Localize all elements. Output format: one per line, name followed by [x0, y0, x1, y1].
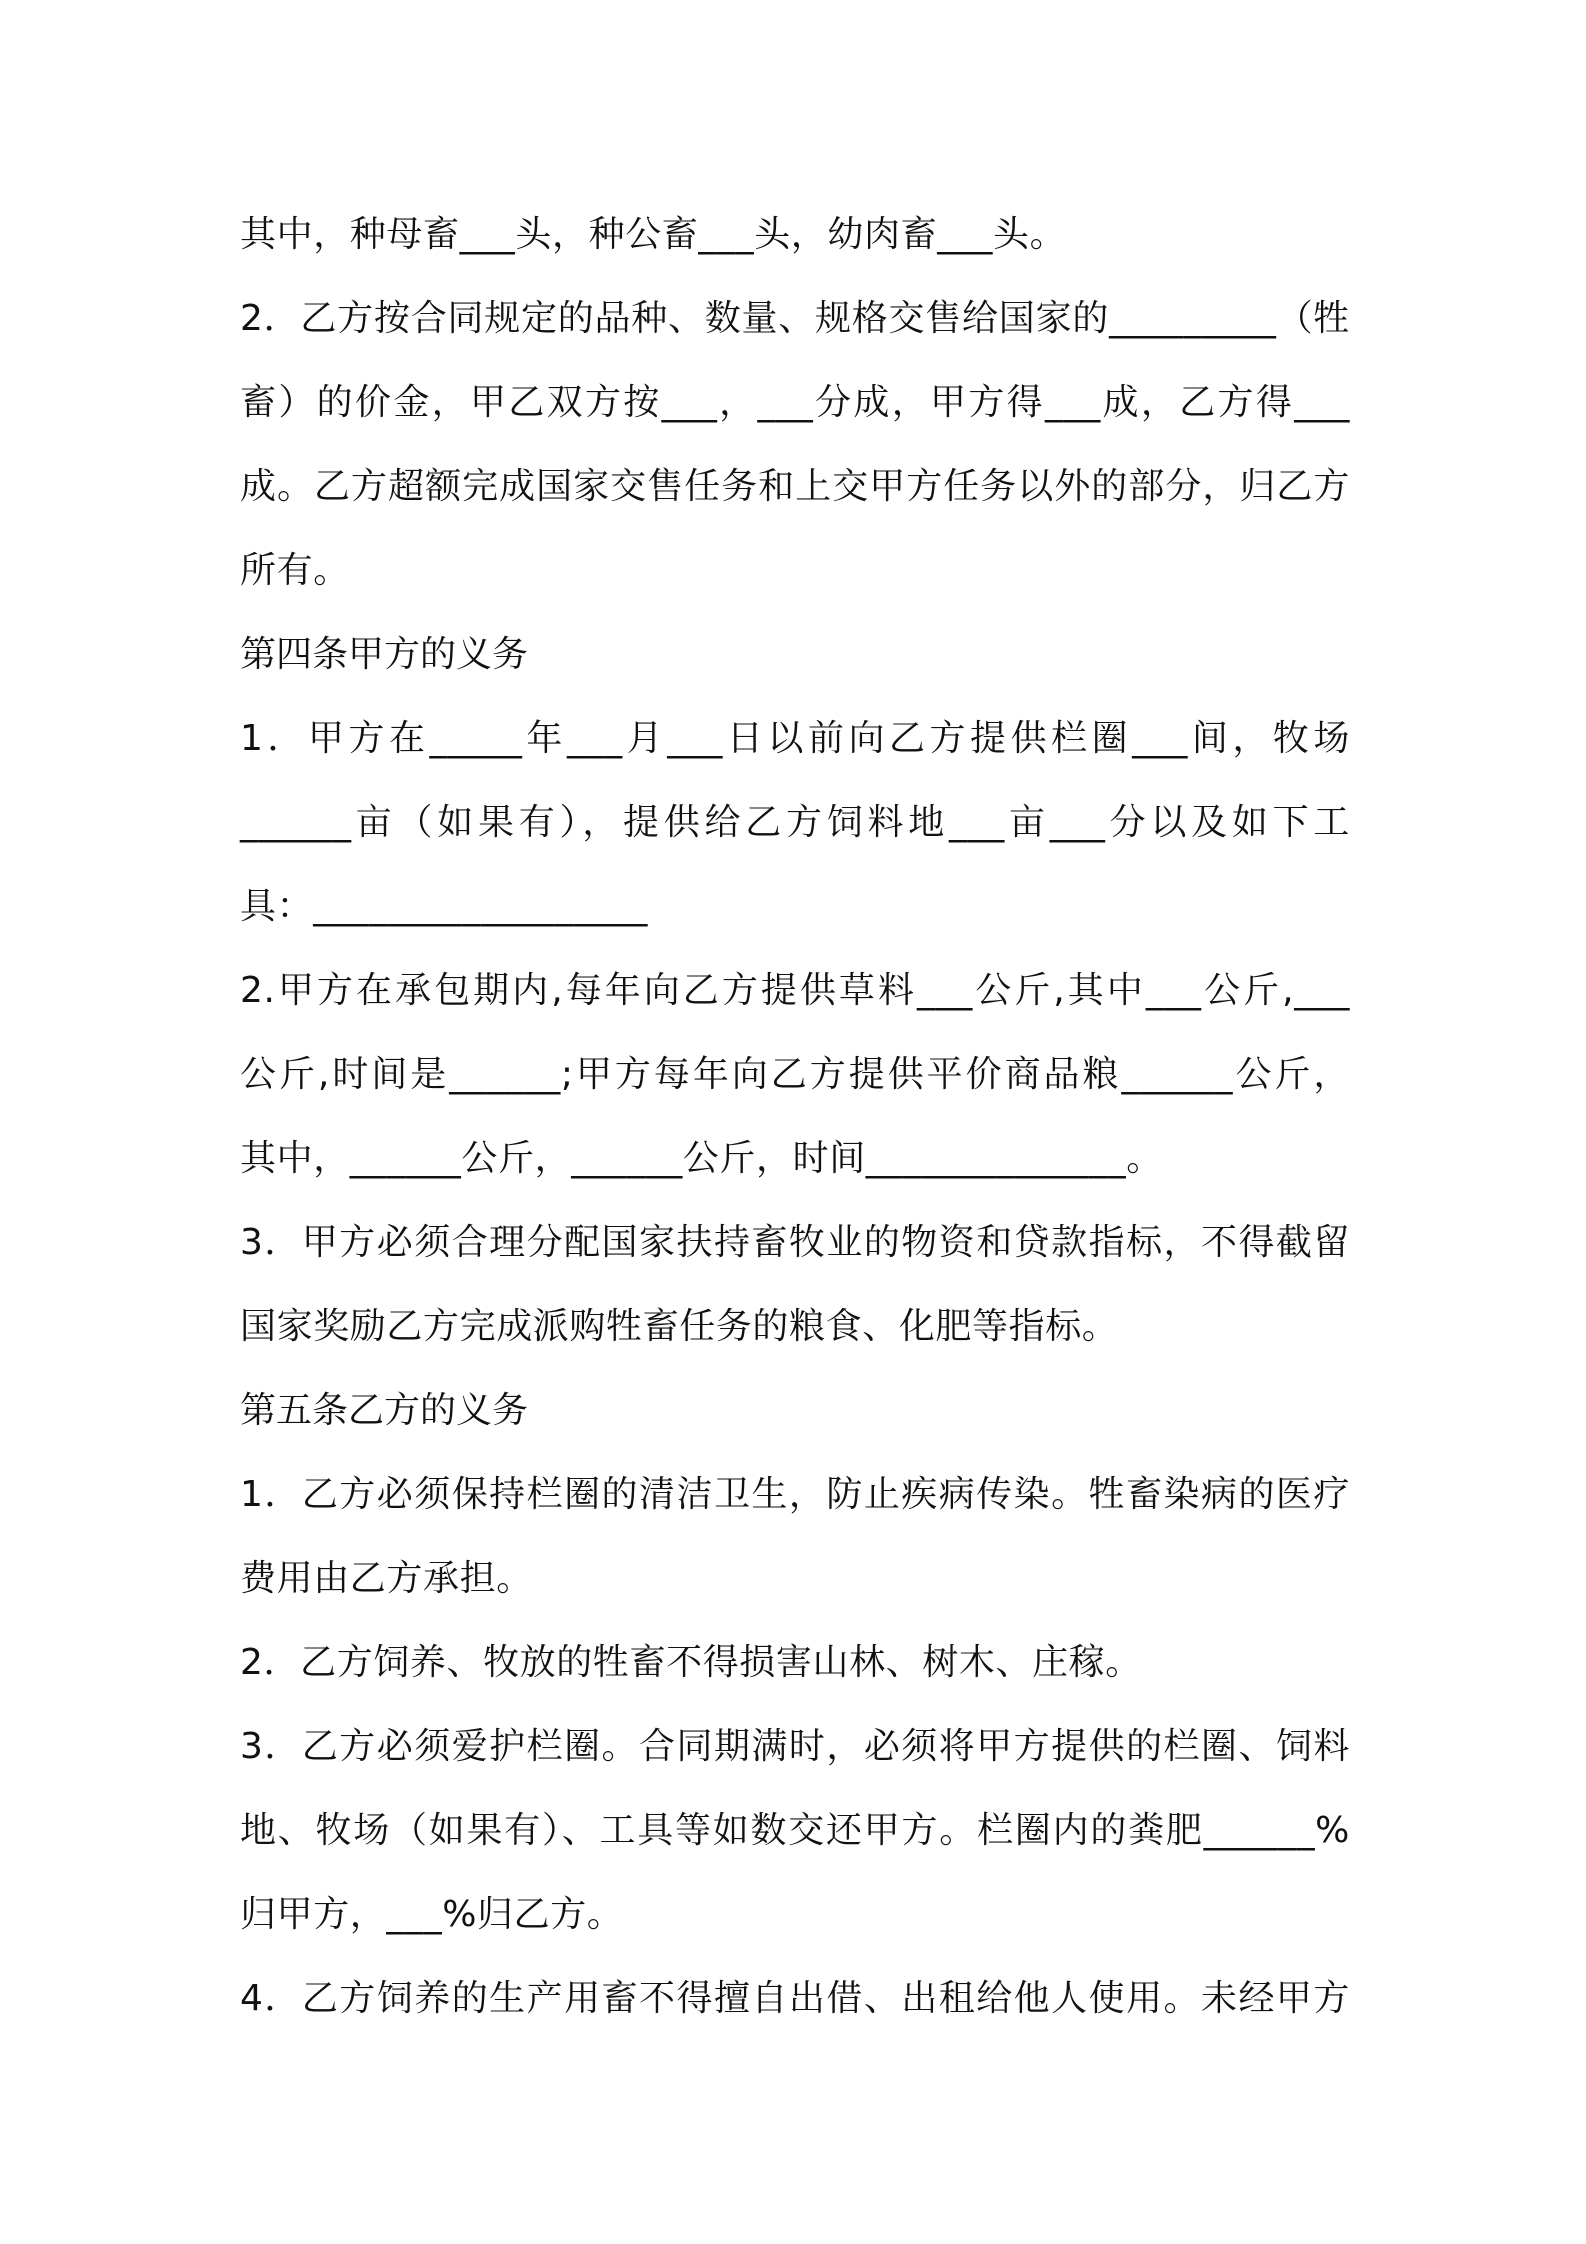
text-line: 畜）的价金，甲乙双方按___，___分成，甲方得___成，乙方得___ — [240, 382, 1350, 423]
text-line: 3．甲方必须合理分配国家扶持畜牧业的物资和贷款指标，不得截留 — [240, 1222, 1350, 1263]
text-line: 2．乙方饲养、牧放的牲畜不得损害山林、树木、庄稼。 — [240, 1642, 1142, 1683]
text-line: 地、牧场（如果有）、工具等如数交还甲方。栏圈内的粪肥______% — [240, 1810, 1350, 1851]
text-line: 归甲方，___%归乙方。 — [240, 1894, 624, 1935]
text-line: ______亩（如果有），提供给乙方饲料地___亩___分以及如下工 — [240, 802, 1350, 843]
section-heading: 第四条甲方的义务 — [240, 634, 529, 675]
text-line: 国家奖励乙方完成派购牲畜任务的粮食、化肥等指标。 — [240, 1306, 1119, 1347]
text-line: 3．乙方必须爱护栏圈。合同期满时，必须将甲方提供的栏圈、饲料 — [240, 1726, 1350, 1767]
section-heading: 第五条乙方的义务 — [240, 1390, 529, 1431]
text-line: 所有。 — [240, 550, 350, 591]
text-line: 具：__________________ — [240, 886, 648, 927]
text-line: 4．乙方饲养的生产用畜不得擅自出借、出租给他人使用。未经甲方 — [240, 1978, 1350, 2019]
text-line: 1．甲方在_____年___月___日以前向乙方提供栏圈___间，牧场 — [240, 718, 1350, 759]
text-line: 2．乙方按合同规定的品种、数量、规格交售给国家的_________（牲 — [240, 298, 1350, 339]
document-body — [240, 193, 1350, 2041]
text-line: 费用由乙方承担。 — [240, 1558, 533, 1599]
text-line: 其中，______公斤，______公斤，时间______________。 — [240, 1138, 1163, 1179]
text-line: 2.甲方在承包期内,每年向乙方提供草料___公斤,其中___公斤,___ — [240, 970, 1350, 1011]
text-line: 1．乙方必须保持栏圈的清洁卫生，防止疾病传染。牲畜染病的医疗 — [240, 1474, 1350, 1515]
text-line: 公斤,时间是______;甲方每年向乙方提供平价商品粮______公斤， — [240, 1054, 1350, 1095]
text-line: 其中，种母畜___头，种公畜___头，幼肉畜___头。 — [240, 214, 1067, 255]
text-line: 成。乙方超额完成国家交售任务和上交甲方任务以外的部分，归乙方 — [240, 466, 1350, 507]
